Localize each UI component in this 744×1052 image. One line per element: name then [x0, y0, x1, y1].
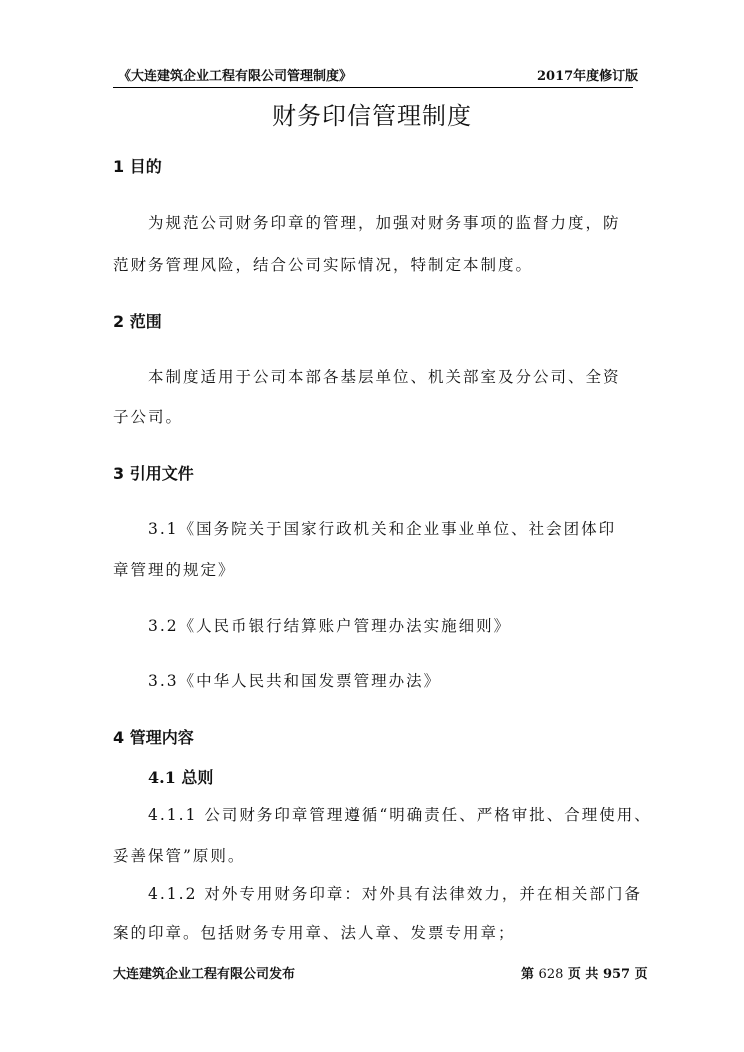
reference-3-1-line-1: 3.1《国务院关于国家行政机关和企业事业单位、社会团体印	[148, 520, 617, 538]
clause-4-1-2-line-2: 案的印章。包括财务专用章、法人章、发票专用章；	[113, 924, 516, 942]
section-heading-management: 4 管理内容	[113, 728, 194, 747]
reference-3-1-line-2: 章管理的规定》	[113, 561, 236, 579]
header-doc-name: 《大连建筑企业工程有限公司管理制度》	[118, 69, 353, 84]
scope-line-2: 子公司。	[113, 408, 184, 426]
clause-4-1-1-line-1: 4.1.1 公司财务印章管理遵循“明确责任、严格审批、合理使用、	[148, 806, 652, 824]
purpose-line-2: 范财务管理风险，结合公司实际情况，特制定本制度。	[113, 256, 534, 274]
footer-publisher: 大连建筑企业工程有限公司发布	[113, 967, 296, 982]
footer-page-total: 957	[602, 967, 631, 982]
page-title: 财务印信管理制度	[272, 102, 472, 130]
section-heading-purpose: 1 目的	[113, 157, 162, 176]
scope-line-1: 本制度适用于公司本部各基层单位、机关部室及分公司、全资	[148, 368, 621, 386]
clause-4-1-1-line-2: 妥善保管”原则。	[113, 847, 246, 865]
header-edition: 2017年度修订版	[537, 69, 639, 84]
reference-3-3: 3.3《中华人民共和国发票管理办法》	[148, 672, 442, 690]
footer-page-mid: 页 共	[567, 967, 599, 982]
subsection-heading-general: 4.1 总则	[148, 768, 214, 787]
purpose-line-1: 为规范公司财务印章的管理，加强对财务事项的监督力度，防	[148, 214, 621, 232]
reference-3-2: 3.2《人民币银行结算账户管理办法实施细则》	[148, 617, 512, 635]
section-heading-scope: 2 范围	[113, 312, 162, 331]
clause-4-1-2-line-1: 4.1.2 对外专用财务印章：对外具有法律效力，并在相关部门备	[148, 885, 642, 903]
footer-page-current: 628	[538, 967, 564, 982]
footer-page-suffix: 页	[634, 967, 648, 982]
section-heading-references: 3 引用文件	[113, 464, 194, 483]
footer-page-info	[521, 963, 648, 982]
footer-page-prefix: 第	[521, 967, 535, 982]
header-rule	[113, 87, 633, 88]
